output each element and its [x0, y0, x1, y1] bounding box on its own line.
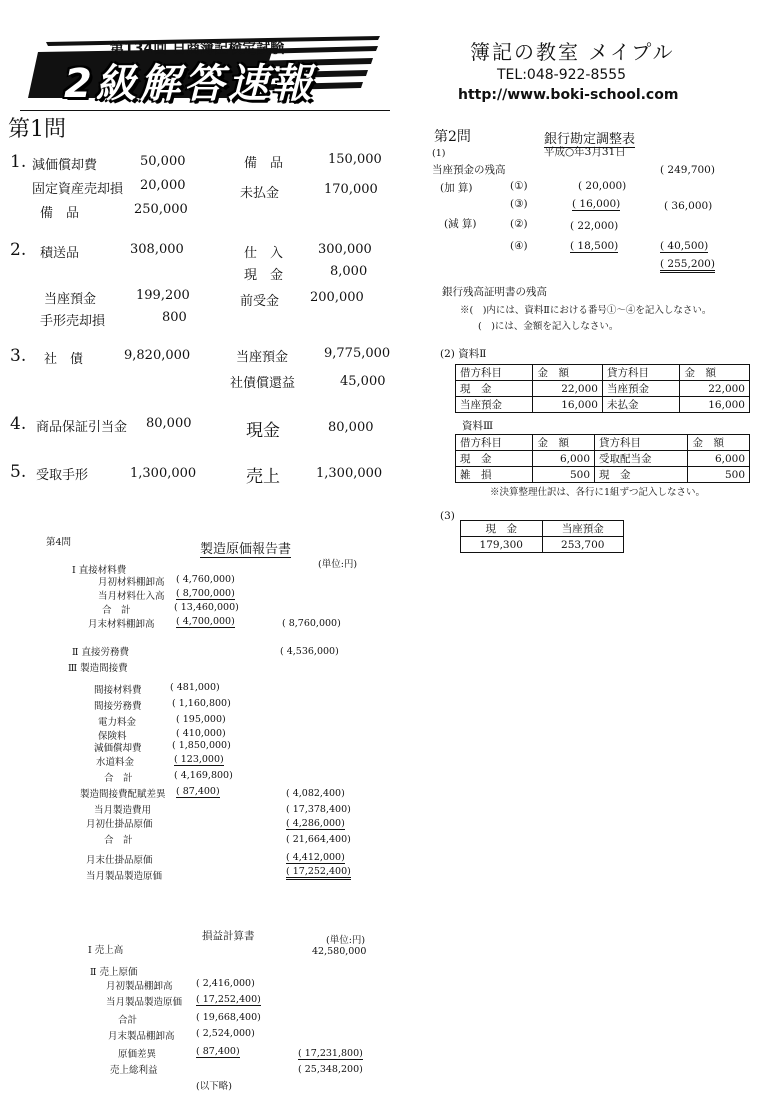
q1-debit-amount: 308,000	[130, 242, 184, 257]
q4-current-cost: ( 17,378,400)	[286, 804, 351, 815]
pl-omit: (以下略)	[196, 1081, 232, 1092]
q2-table3	[460, 520, 624, 553]
q2-sub1: (1)	[432, 148, 446, 159]
q4-row-label: 月末材料棚卸高	[88, 619, 155, 630]
q1-credit-amount: 9,775,000	[324, 346, 391, 361]
pl-title: 損益計算書	[202, 930, 255, 942]
q4-row-label: 月初材料棚卸高	[98, 577, 165, 588]
q4-title: 製造原価報告書	[200, 538, 291, 558]
q4-row-label: 合 計	[102, 605, 131, 616]
q4-total: ( 21,664,400)	[286, 834, 351, 845]
q1-debit-amount: 250,000	[134, 202, 188, 217]
q4-s2-label: Ⅱ 直接労務費	[72, 647, 129, 658]
q1-item-no: 1.	[10, 152, 27, 172]
q4-s2-total: ( 4,536,000)	[280, 646, 339, 657]
q1-debit-account: 社 債	[44, 352, 84, 367]
q2-add-no: (①)	[510, 180, 528, 192]
q1-debit-amount: 20,000	[140, 178, 186, 193]
q4-s1-label: Ⅰ 直接材料費	[72, 565, 127, 576]
q2-sub2: (2) 資料Ⅱ	[440, 348, 487, 360]
q4-row-label: 電力料金	[98, 717, 137, 728]
q1-debit-account: 備 品	[40, 206, 80, 221]
q1-debit-amount: 80,000	[146, 416, 192, 431]
q4-row-value: ( 1,850,000)	[172, 740, 231, 751]
q2-balance-value: ( 249,700)	[660, 164, 715, 176]
table-header-row	[456, 435, 750, 451]
q1-credit-account: 現金	[246, 421, 280, 441]
q4-wip-end-label: 月末仕掛品原価	[86, 855, 153, 866]
q4-row-label: 保険料	[98, 731, 127, 742]
q1-item-no: 4.	[10, 414, 27, 434]
q4-cogm: ( 17,252,400)	[286, 866, 351, 880]
pl-sales: 42,580,000	[312, 946, 367, 957]
q4-row-value: ( 4,169,800)	[174, 770, 233, 781]
table-row	[456, 451, 750, 467]
q1-credit-account: 売上	[246, 467, 280, 487]
q1-debit-amount: 50,000	[140, 154, 186, 169]
table-cell: 当座預金	[602, 381, 679, 397]
q1-debit-account: 手形売却損	[40, 314, 106, 329]
pl-cogs-label: Ⅱ 売上原価	[90, 967, 138, 978]
table-header: 貸方科目	[602, 365, 679, 381]
table-row	[456, 397, 750, 413]
q1-credit-account: 仕 入	[244, 246, 284, 261]
table-header: 金 額	[533, 435, 595, 451]
q1-credit-account: 現 金	[244, 268, 284, 283]
table-cell: 16,000	[680, 397, 750, 413]
banner-title: 2級解答速報	[64, 61, 316, 107]
q4-row-label: 間接労務費	[94, 701, 142, 712]
q1-credit-amount: 150,000	[328, 152, 382, 167]
q2-table2	[455, 434, 750, 483]
q4-row-label: 水道料金	[96, 757, 135, 768]
q4-row-value: ( 1,160,800)	[172, 698, 231, 709]
table-cell: 6,000	[688, 451, 750, 467]
q1-credit-account: 備 品	[244, 156, 284, 171]
pl-row-value: ( 19,668,400)	[196, 1012, 261, 1023]
q4-current-cost-label: 当月製造費用	[94, 805, 152, 816]
q1-item-no: 3.	[10, 346, 27, 366]
table-cell: 未払金	[602, 397, 679, 413]
school-name: 簿記の教室 メイプル	[470, 40, 675, 64]
table-header-row	[456, 365, 750, 381]
q1-item-no: 2.	[10, 240, 27, 260]
pl-row-value: ( 2,416,000)	[196, 978, 255, 989]
q2-sub2b: 資料Ⅲ	[462, 420, 494, 432]
pl-row-value: ( 17,252,400)	[196, 994, 261, 1005]
pl-row-label: 月末製品棚卸高	[108, 1031, 175, 1042]
table-header-row	[461, 521, 624, 537]
q4-diff-value: ( 87,400)	[176, 786, 220, 797]
q1-credit-account: 当座預金	[236, 350, 289, 365]
pl-cogs: ( 17,231,800)	[298, 1048, 363, 1059]
q2-add-total: ( 36,000)	[664, 200, 713, 212]
header-divider	[20, 110, 390, 111]
q1-credit-amount: 300,000	[318, 242, 372, 257]
q4-wip-end: ( 4,412,000)	[286, 852, 345, 863]
exam-banner	[28, 34, 383, 107]
q1-credit-amount: 170,000	[324, 182, 378, 197]
q2-heading: 第2問	[434, 129, 471, 145]
q1-debit-account: 商品保証引当金	[36, 420, 128, 435]
q4-heading: 第4問	[46, 537, 72, 548]
q1-credit-account: 社債償還益	[230, 376, 296, 391]
q1-debit-account: 受取手形	[36, 468, 89, 483]
table-cell: 当座預金	[456, 397, 533, 413]
q4-row-value: ( 4,760,000)	[176, 574, 235, 585]
q2-balance-label: 当座預金の残高	[432, 164, 506, 176]
q1-item-no: 5.	[10, 462, 27, 482]
q1-debit-account: 固定資産売却損	[32, 182, 124, 197]
q2-sub-amount: ( 18,500)	[570, 240, 619, 252]
q4-s1-total: ( 8,760,000)	[282, 618, 341, 629]
table-row	[456, 381, 750, 397]
table-cell: 500	[533, 467, 595, 483]
table-cell: 16,000	[533, 397, 603, 413]
q1-debit-amount: 1,300,000	[130, 466, 197, 481]
table-cell: 22,000	[680, 381, 750, 397]
table-header: 当座預金	[542, 521, 624, 537]
table-header: 金 額	[688, 435, 750, 451]
table-cell: 現 金	[456, 451, 533, 467]
q2-final-total: ( 255,200)	[660, 258, 715, 273]
q1-debit-account: 当座預金	[44, 292, 97, 307]
q1-debit-amount: 800	[162, 310, 187, 325]
table-cell: 6,000	[533, 451, 595, 467]
table-cell: 179,300	[461, 537, 543, 553]
q2-sub3: (3)	[440, 510, 455, 522]
q1-credit-amount: 8,000	[330, 264, 368, 279]
q1-debit-amount: 9,820,000	[124, 348, 191, 363]
pl-row-label: 当月製品製造原価	[106, 997, 183, 1008]
q4-wip-begin: ( 4,286,000)	[286, 818, 345, 829]
q2-note-title: 銀行残高証明書の残高	[442, 286, 547, 298]
q4-row-value: ( 123,000)	[174, 754, 224, 765]
table-cell: 500	[688, 467, 750, 483]
q4-s3-label: Ⅲ 製造間接費	[68, 663, 128, 674]
table-header: 現 金	[461, 521, 543, 537]
q4-row-value: ( 410,000)	[176, 728, 226, 739]
q2-note2: ( )には、金額を記入しなさい。	[478, 321, 619, 332]
q2-add-label: (加 算)	[440, 182, 473, 194]
table-cell: 253,700	[542, 537, 624, 553]
table-header: 借方科目	[456, 435, 533, 451]
q2-date: 平成○年3月31日	[544, 146, 626, 158]
q1-debit-account: 減価償却費	[32, 158, 98, 173]
q4-row-value: ( 13,460,000)	[174, 602, 239, 613]
q2-sub-no: (④)	[510, 240, 528, 252]
q2-note1: ※( )内には、資料Ⅱにおける番号①～④を記入しなさい。	[460, 305, 712, 316]
q2-title: 銀行勘定調整表	[544, 128, 635, 148]
pl-row-value: ( 87,400)	[196, 1046, 240, 1057]
pl-row-label: 月初製品棚卸高	[106, 981, 173, 992]
q1-credit-amount: 200,000	[310, 290, 364, 305]
table-header: 貸方科目	[595, 435, 688, 451]
q1-debit-amount: 199,200	[136, 288, 190, 303]
table-row	[456, 467, 750, 483]
q2-sub-label: (減 算)	[444, 218, 477, 230]
pl-unit: (単位:円)	[326, 935, 366, 946]
q4-row-label: 減価償却費	[94, 743, 142, 754]
q4-unit: (単位:円)	[318, 559, 358, 570]
pl-gross: ( 25,348,200)	[298, 1064, 363, 1075]
q1-heading: 第1問	[8, 117, 66, 142]
q4-total-label: 合 計	[104, 835, 133, 846]
q4-row-value: ( 8,700,000)	[176, 588, 235, 599]
q4-row-label: 合 計	[104, 773, 133, 784]
pl-row-label: 原価差異	[118, 1049, 157, 1060]
table-header: 金 額	[533, 365, 603, 381]
q4-row-value: ( 4,700,000)	[176, 616, 235, 627]
table-cell: 受取配当金	[595, 451, 688, 467]
pl-row-value: ( 2,524,000)	[196, 1028, 255, 1039]
q4-row-label: 間接材料費	[94, 685, 142, 696]
q4-applied: ( 4,082,400)	[286, 788, 345, 799]
q4-cogm-label: 当月製品製造原価	[86, 871, 163, 882]
q2-table2-note: ※決算整理仕訳は、各行に1組ずつ記入しなさい。	[490, 487, 706, 498]
pl-sales-label: Ⅰ 売上高	[88, 945, 124, 956]
table-cell: 22,000	[533, 381, 603, 397]
q1-credit-account: 前受金	[240, 294, 280, 309]
q4-row-label: 当月材料仕入高	[98, 591, 165, 602]
q2-sub-amount: ( 22,000)	[570, 220, 619, 232]
table-header: 金 額	[680, 365, 750, 381]
school-url: http://www.boki-school.com	[458, 87, 679, 103]
table-cell: 雑 損	[456, 467, 533, 483]
q2-add-no: (③)	[510, 198, 528, 210]
q1-credit-amount: 45,000	[340, 374, 386, 389]
q4-diff-label: 製造間接費配賦差異	[80, 789, 166, 800]
q4-wip-begin-label: 月初仕掛品原価	[86, 819, 153, 830]
pl-row-label: 合計	[118, 1015, 138, 1026]
q2-add-amount: ( 16,000)	[572, 198, 621, 210]
table-row	[461, 537, 624, 553]
q1-credit-account: 未払金	[240, 186, 280, 201]
q1-credit-amount: 80,000	[328, 420, 374, 435]
q4-row-value: ( 195,000)	[176, 714, 226, 725]
table-header: 借方科目	[456, 365, 533, 381]
q1-credit-amount: 1,300,000	[316, 466, 383, 481]
table-cell: 現 金	[595, 467, 688, 483]
q2-table1	[455, 364, 750, 413]
q2-add-amount: ( 20,000)	[578, 180, 627, 192]
pl-gross-label: 売上総利益	[110, 1065, 158, 1076]
q2-sub-total: ( 40,500)	[660, 240, 709, 252]
banner-subtitle: 第134回 日商簿記検定試験	[110, 41, 285, 57]
table-cell: 現 金	[456, 381, 533, 397]
q2-sub-no: (②)	[510, 218, 528, 230]
q4-row-value: ( 481,000)	[170, 682, 220, 693]
q1-debit-account: 積送品	[40, 246, 80, 261]
school-tel: TEL:048-922-8555	[497, 67, 627, 83]
